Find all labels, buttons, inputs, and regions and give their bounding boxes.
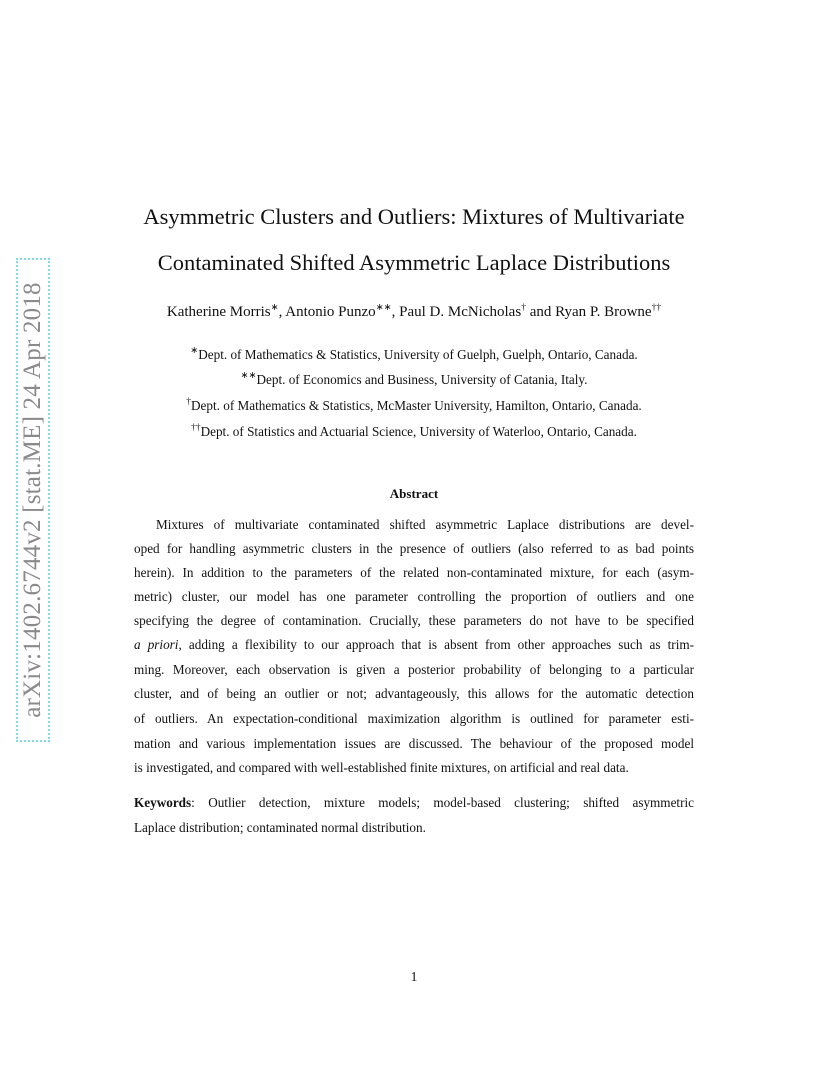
paper-title-line-2: Contaminated Shifted Asymmetric Laplace Distributions <box>157 250 671 275</box>
abstract-line: is investigated, and compared with well-established finite mixtures, on artificial and real data. <box>134 760 629 775</box>
abstract-line: mation and various implementation issues are discussed. The behaviour of the proposed model <box>134 736 694 751</box>
affiliation-text: Dept. of Mathematics & Statistics, University of Guelph, Guelph, Ontario, Canada. <box>198 347 638 362</box>
abstract-line: metric) cluster, our model has one parameter controlling the proportion of outliers and one <box>134 589 694 604</box>
keywords-label: Keywords <box>134 795 192 810</box>
affiliation-mark: ∗∗ <box>240 371 257 381</box>
keywords-line: Laplace distribution; contaminated normal distribution. <box>134 820 426 835</box>
page-number: 1 <box>410 969 418 984</box>
abstract-line: herein). In addition to the parameters of the related non-contaminated mixture, for each (asym- <box>134 565 694 580</box>
affiliation-text: Dept. of Mathematics & Statistics, McMaster University, Hamilton, Ontario, Canada. <box>191 398 642 413</box>
affiliation-text: Dept. of Statistics and Actuarial Science, University of Waterloo, Ontario, Canada. <box>200 424 637 439</box>
author-name: Antonio Punzo <box>285 304 376 320</box>
author-name: Ryan P. Browne <box>555 304 652 320</box>
affiliation <box>0 398 828 414</box>
author-mark: ∗∗ <box>375 303 392 313</box>
abstract-heading: Abstract <box>389 486 439 501</box>
author-separator: , <box>278 304 286 320</box>
author-mark: †† <box>651 303 662 313</box>
abstract-line <box>134 637 694 653</box>
abstract-line: of outliers. An expectation-conditional maximization algorithm is outlined for parameter esti- <box>134 711 694 726</box>
abstract-line-text: , adding a flexibility to our approach that is absent from other approaches such as trim- <box>178 637 695 652</box>
affiliation <box>0 424 828 440</box>
abstract-line: cluster, and of being an outlier or not; advantageously, this allows for the automatic detection <box>134 686 694 701</box>
author-mark: † <box>521 303 526 313</box>
affiliation-mark: † <box>186 397 191 407</box>
author-separator: , <box>391 304 400 320</box>
paper-title-line-1: Asymmetric Clusters and Outliers: Mixtures of Multivariate <box>143 204 685 229</box>
affiliation <box>0 347 828 363</box>
author-list <box>0 304 828 321</box>
abstract-line: Mixtures of multivariate contaminated shifted asymmetric Laplace distributions are devel- <box>156 517 694 532</box>
abstract-line: ming. Moreover, each observation is given a posterior probability of belonging to a particular <box>134 662 694 677</box>
affiliation-mark: ∗ <box>190 346 199 356</box>
affiliation-text: Dept. of Economics and Business, University of Catania, Italy. <box>256 372 588 387</box>
author-name: Katherine Morris <box>166 304 271 320</box>
author-name: Paul D. McNicholas <box>399 304 522 320</box>
keywords-line <box>134 795 694 811</box>
abstract-italic-phrase: a priori <box>134 637 179 652</box>
author-mark: ∗ <box>270 303 279 313</box>
author-separator: and <box>525 304 556 320</box>
arxiv-identifier: arXiv:1402.6744v2 [stat.ME] 24 Apr 2018 <box>19 282 47 718</box>
abstract-line: specifying the degree of contamination. Crucially, these parameters do not have to be specified <box>134 613 694 628</box>
abstract-line: oped for handling asymmetric clusters in the presence of outliers (also referred to as bad points <box>134 541 694 556</box>
keywords-text: : Outlier detection, mixture models; model-based clustering; shifted asymmetric <box>191 795 694 810</box>
affiliation <box>0 372 828 388</box>
affiliation-mark: †† <box>191 423 201 433</box>
